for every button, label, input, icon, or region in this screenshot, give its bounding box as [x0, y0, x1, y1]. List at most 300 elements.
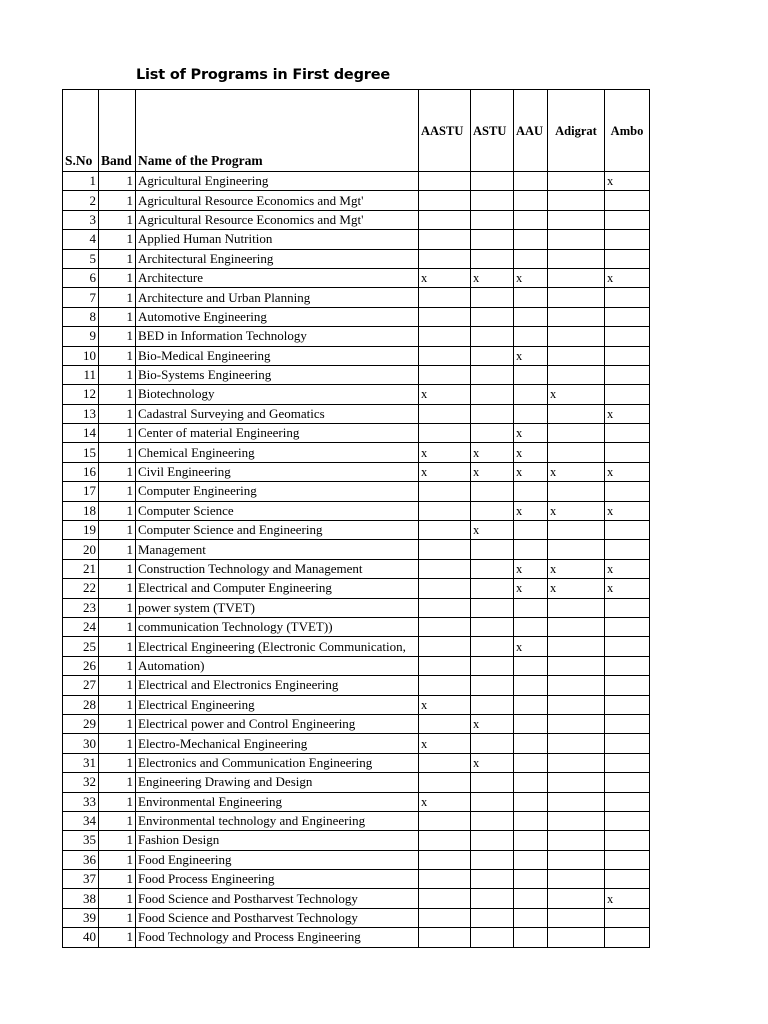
offering-mark: [419, 307, 471, 326]
table-row: [63, 908, 650, 927]
offering-mark: [514, 327, 548, 346]
band-value: 1: [99, 288, 136, 307]
offering-mark: [471, 540, 514, 559]
offering-mark: [605, 734, 650, 753]
table-row: [63, 424, 650, 443]
offering-mark: [471, 792, 514, 811]
offering-mark: x: [514, 637, 548, 656]
band-value: 1: [99, 268, 136, 287]
offering-mark: [419, 617, 471, 636]
offering-mark: [471, 734, 514, 753]
header-band: Band: [99, 90, 136, 172]
row-number: 14: [63, 424, 99, 443]
row-number: 33: [63, 792, 99, 811]
offering-mark: [548, 617, 605, 636]
offering-mark: [471, 908, 514, 927]
offering-mark: [471, 404, 514, 423]
row-number: 20: [63, 540, 99, 559]
row-number: 3: [63, 210, 99, 229]
row-number: 31: [63, 753, 99, 772]
table-row: [63, 773, 650, 792]
offering-mark: [605, 908, 650, 927]
band-value: 1: [99, 695, 136, 714]
offering-mark: x: [548, 462, 605, 481]
offering-mark: [548, 792, 605, 811]
table-row: [63, 404, 650, 423]
program-name: Food Science and Postharvest Technology: [136, 889, 419, 908]
offering-mark: x: [605, 889, 650, 908]
offering-mark: [419, 598, 471, 617]
table-row: [63, 579, 650, 598]
offering-mark: [471, 307, 514, 326]
offering-mark: [514, 714, 548, 733]
row-number: 11: [63, 365, 99, 384]
offering-mark: [419, 346, 471, 365]
row-number: 22: [63, 579, 99, 598]
offering-mark: [471, 889, 514, 908]
offering-mark: [548, 695, 605, 714]
row-number: 29: [63, 714, 99, 733]
row-number: 26: [63, 656, 99, 675]
table-row: [63, 870, 650, 889]
offering-mark: [471, 928, 514, 947]
row-number: 1: [63, 172, 99, 191]
band-value: 1: [99, 928, 136, 947]
offering-mark: x: [548, 385, 605, 404]
offering-mark: [514, 288, 548, 307]
row-number: 2: [63, 191, 99, 210]
program-name: Computer Science and Engineering: [136, 521, 419, 540]
row-number: 39: [63, 908, 99, 927]
band-value: 1: [99, 908, 136, 927]
table-row: [63, 540, 650, 559]
offering-mark: [605, 307, 650, 326]
band-value: 1: [99, 811, 136, 830]
offering-mark: [514, 773, 548, 792]
band-value: 1: [99, 172, 136, 191]
table-row: [63, 346, 650, 365]
row-number: 18: [63, 501, 99, 520]
band-value: 1: [99, 870, 136, 889]
table-row: [63, 521, 650, 540]
band-value: 1: [99, 773, 136, 792]
row-number: 19: [63, 521, 99, 540]
table-row: [63, 249, 650, 268]
offering-mark: [419, 928, 471, 947]
offering-mark: [419, 559, 471, 578]
offering-mark: x: [514, 559, 548, 578]
offering-mark: [419, 870, 471, 889]
offering-mark: [605, 773, 650, 792]
offering-mark: [471, 230, 514, 249]
table-row: [63, 462, 650, 481]
program-name: Electrical and Electronics Engineering: [136, 676, 419, 695]
table-row: [63, 559, 650, 578]
offering-mark: x: [471, 521, 514, 540]
offering-mark: [514, 889, 548, 908]
row-number: 8: [63, 307, 99, 326]
band-value: 1: [99, 792, 136, 811]
offering-mark: [605, 385, 650, 404]
offering-mark: [605, 714, 650, 733]
offering-mark: [419, 831, 471, 850]
offering-mark: x: [514, 501, 548, 520]
offering-mark: x: [419, 734, 471, 753]
offering-mark: [514, 540, 548, 559]
offering-mark: [419, 540, 471, 559]
offering-mark: [514, 365, 548, 384]
table-row: [63, 695, 650, 714]
row-number: 17: [63, 482, 99, 501]
program-name: power system (TVET): [136, 598, 419, 617]
offering-mark: [605, 637, 650, 656]
offering-mark: [471, 249, 514, 268]
row-number: 7: [63, 288, 99, 307]
offering-mark: x: [548, 501, 605, 520]
band-value: 1: [99, 462, 136, 481]
offering-mark: [471, 559, 514, 578]
table-row: [63, 928, 650, 947]
offering-mark: [514, 230, 548, 249]
offering-mark: x: [471, 753, 514, 772]
program-name: Agricultural Resource Economics and Mgt': [136, 210, 419, 229]
offering-mark: [471, 676, 514, 695]
offering-mark: [605, 424, 650, 443]
header-university: ASTU: [471, 90, 514, 172]
offering-mark: x: [471, 714, 514, 733]
offering-mark: [605, 850, 650, 869]
offering-mark: x: [605, 172, 650, 191]
program-name: Architectural Engineering: [136, 249, 419, 268]
offering-mark: [514, 307, 548, 326]
offering-mark: x: [605, 268, 650, 287]
offering-mark: [548, 734, 605, 753]
band-value: 1: [99, 501, 136, 520]
offering-mark: [548, 850, 605, 869]
offering-mark: [471, 850, 514, 869]
offering-mark: x: [471, 268, 514, 287]
band-value: 1: [99, 424, 136, 443]
offering-mark: [419, 249, 471, 268]
offering-mark: [514, 249, 548, 268]
offering-mark: [548, 268, 605, 287]
offering-mark: [471, 811, 514, 830]
offering-mark: [548, 327, 605, 346]
program-name: BED in Information Technology: [136, 327, 419, 346]
program-name: Center of material Engineering: [136, 424, 419, 443]
offering-mark: [514, 404, 548, 423]
row-number: 6: [63, 268, 99, 287]
row-number: 15: [63, 443, 99, 462]
offering-mark: [548, 210, 605, 229]
row-number: 16: [63, 462, 99, 481]
program-name: Agricultural Engineering: [136, 172, 419, 191]
offering-mark: [605, 346, 650, 365]
program-name: Bio-Medical Engineering: [136, 346, 419, 365]
offering-mark: x: [419, 385, 471, 404]
table-row: [63, 714, 650, 733]
program-name: Bio-Systems Engineering: [136, 365, 419, 384]
offering-mark: [419, 676, 471, 695]
offering-mark: [605, 753, 650, 772]
offering-mark: [514, 811, 548, 830]
offering-mark: x: [605, 404, 650, 423]
offering-mark: [548, 443, 605, 462]
table-row: [63, 850, 650, 869]
offering-mark: [548, 753, 605, 772]
offering-mark: [548, 172, 605, 191]
table-row: [63, 288, 650, 307]
band-value: 1: [99, 579, 136, 598]
offering-mark: [419, 637, 471, 656]
header-university: Ambo: [605, 90, 650, 172]
offering-mark: [548, 521, 605, 540]
offering-mark: [514, 598, 548, 617]
row-number: 24: [63, 617, 99, 636]
table-row: [63, 172, 650, 191]
offering-mark: [514, 676, 548, 695]
offering-mark: [471, 870, 514, 889]
row-number: 35: [63, 831, 99, 850]
table-row: [63, 210, 650, 229]
program-name: Architecture and Urban Planning: [136, 288, 419, 307]
offering-mark: [419, 365, 471, 384]
offering-mark: [605, 191, 650, 210]
offering-mark: [514, 172, 548, 191]
band-value: 1: [99, 656, 136, 675]
row-number: 32: [63, 773, 99, 792]
band-value: 1: [99, 753, 136, 772]
offering-mark: [514, 617, 548, 636]
offering-mark: [471, 695, 514, 714]
program-name: Food Engineering: [136, 850, 419, 869]
offering-mark: [548, 773, 605, 792]
offering-mark: [419, 908, 471, 927]
offering-mark: [548, 191, 605, 210]
offering-mark: [605, 443, 650, 462]
offering-mark: [548, 230, 605, 249]
band-value: 1: [99, 404, 136, 423]
table-row: [63, 501, 650, 520]
offering-mark: [605, 230, 650, 249]
offering-mark: [605, 695, 650, 714]
offering-mark: x: [605, 501, 650, 520]
offering-mark: [419, 327, 471, 346]
offering-mark: [419, 230, 471, 249]
offering-mark: [514, 831, 548, 850]
offering-mark: [419, 850, 471, 869]
table-row: [63, 889, 650, 908]
offering-mark: [514, 870, 548, 889]
table-row: [63, 811, 650, 830]
offering-mark: [605, 870, 650, 889]
program-name: Food Technology and Process Engineering: [136, 928, 419, 947]
header-university: AAU: [514, 90, 548, 172]
band-value: 1: [99, 443, 136, 462]
program-name: Automotive Engineering: [136, 307, 419, 326]
table-row: [63, 676, 650, 695]
offering-mark: [605, 811, 650, 830]
band-value: 1: [99, 598, 136, 617]
offering-mark: [548, 637, 605, 656]
document-title: List of Programs in First degree: [136, 67, 390, 83]
offering-mark: [471, 210, 514, 229]
offering-mark: [605, 327, 650, 346]
table-row: [63, 792, 650, 811]
header-program-name: Name of the Program: [136, 90, 419, 172]
offering-mark: x: [514, 346, 548, 365]
band-value: 1: [99, 521, 136, 540]
offering-mark: x: [548, 579, 605, 598]
band-value: 1: [99, 385, 136, 404]
offering-mark: [514, 482, 548, 501]
offering-mark: [514, 908, 548, 927]
offering-mark: x: [514, 443, 548, 462]
offering-mark: [548, 676, 605, 695]
offering-mark: [419, 579, 471, 598]
offering-mark: [548, 598, 605, 617]
band-value: 1: [99, 676, 136, 695]
table-row: [63, 656, 650, 675]
offering-mark: x: [471, 443, 514, 462]
offering-mark: [471, 172, 514, 191]
offering-mark: x: [419, 792, 471, 811]
row-number: 23: [63, 598, 99, 617]
program-name: Environmental Engineering: [136, 792, 419, 811]
program-name: Automation): [136, 656, 419, 675]
offering-mark: x: [514, 424, 548, 443]
offering-mark: [514, 850, 548, 869]
row-number: 13: [63, 404, 99, 423]
row-number: 21: [63, 559, 99, 578]
offering-mark: [471, 288, 514, 307]
offering-mark: x: [514, 579, 548, 598]
offering-mark: x: [419, 443, 471, 462]
offering-mark: [471, 191, 514, 210]
offering-mark: x: [419, 695, 471, 714]
offering-mark: [605, 210, 650, 229]
offering-mark: [548, 714, 605, 733]
band-value: 1: [99, 365, 136, 384]
row-number: 12: [63, 385, 99, 404]
offering-mark: [419, 889, 471, 908]
offering-mark: [419, 424, 471, 443]
offering-mark: [419, 811, 471, 830]
offering-mark: [605, 249, 650, 268]
offering-mark: [514, 521, 548, 540]
offering-mark: [471, 482, 514, 501]
row-number: 38: [63, 889, 99, 908]
band-value: 1: [99, 230, 136, 249]
offering-mark: [514, 210, 548, 229]
row-number: 25: [63, 637, 99, 656]
offering-mark: [471, 617, 514, 636]
offering-mark: [471, 598, 514, 617]
row-number: 5: [63, 249, 99, 268]
header-university: AASTU: [419, 90, 471, 172]
offering-mark: [548, 249, 605, 268]
offering-mark: [548, 928, 605, 947]
offering-mark: [548, 811, 605, 830]
offering-mark: [514, 385, 548, 404]
band-value: 1: [99, 249, 136, 268]
table-row: [63, 365, 650, 384]
offering-mark: [471, 579, 514, 598]
program-name: Computer Engineering: [136, 482, 419, 501]
offering-mark: [419, 191, 471, 210]
row-number: 4: [63, 230, 99, 249]
programs-table: [62, 89, 650, 948]
offering-mark: [548, 365, 605, 384]
offering-mark: [419, 482, 471, 501]
offering-mark: [419, 404, 471, 423]
program-name: Food Process Engineering: [136, 870, 419, 889]
offering-mark: x: [605, 462, 650, 481]
offering-mark: [514, 656, 548, 675]
offering-mark: x: [419, 268, 471, 287]
band-value: 1: [99, 191, 136, 210]
header-sno: S.No: [63, 90, 99, 172]
row-number: 9: [63, 327, 99, 346]
band-value: 1: [99, 850, 136, 869]
offering-mark: [419, 172, 471, 191]
program-name: Agricultural Resource Economics and Mgt': [136, 191, 419, 210]
table-row: [63, 385, 650, 404]
offering-mark: [605, 521, 650, 540]
band-value: 1: [99, 637, 136, 656]
band-value: 1: [99, 307, 136, 326]
program-name: communication Technology (TVET)): [136, 617, 419, 636]
offering-mark: x: [605, 579, 650, 598]
offering-mark: [605, 288, 650, 307]
offering-mark: [471, 385, 514, 404]
program-name: Architecture: [136, 268, 419, 287]
offering-mark: [471, 346, 514, 365]
table-body: [63, 172, 650, 948]
offering-mark: x: [419, 462, 471, 481]
offering-mark: [514, 695, 548, 714]
offering-mark: [548, 540, 605, 559]
offering-mark: [419, 656, 471, 675]
offering-mark: [548, 424, 605, 443]
offering-mark: [548, 346, 605, 365]
offering-mark: [548, 870, 605, 889]
table-row: [63, 327, 650, 346]
program-name: Construction Technology and Management: [136, 559, 419, 578]
program-name: Management: [136, 540, 419, 559]
table-row: [63, 598, 650, 617]
offering-mark: [419, 753, 471, 772]
program-name: Electrical and Computer Engineering: [136, 579, 419, 598]
offering-mark: [471, 501, 514, 520]
offering-mark: [605, 482, 650, 501]
program-name: Chemical Engineering: [136, 443, 419, 462]
table-row: [63, 191, 650, 210]
offering-mark: [419, 521, 471, 540]
program-name: Food Science and Postharvest Technology: [136, 908, 419, 927]
program-name: Environmental technology and Engineering: [136, 811, 419, 830]
offering-mark: [605, 656, 650, 675]
offering-mark: [605, 365, 650, 384]
header-row: [63, 90, 650, 172]
table-row: [63, 637, 650, 656]
offering-mark: [548, 908, 605, 927]
table-row: [63, 443, 650, 462]
row-number: 10: [63, 346, 99, 365]
offering-mark: [514, 734, 548, 753]
band-value: 1: [99, 734, 136, 753]
table-row: [63, 753, 650, 772]
